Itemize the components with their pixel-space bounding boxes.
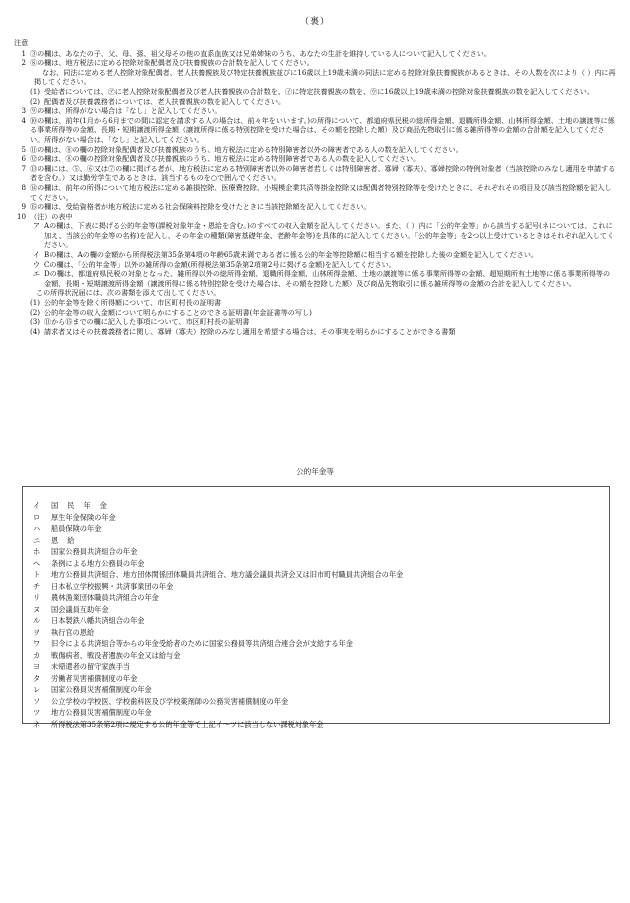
document-item [14, 298, 616, 308]
pension-name: 条例による地方公務員の年金 [51, 558, 145, 568]
pension-key: イ [33, 501, 41, 510]
note-item [14, 164, 616, 183]
pension-name: 公立学校の学校医、学校歯科医及び学校薬剤師の公務災害補償制度の年金 [51, 696, 289, 706]
pension-name: 恩給 [51, 535, 84, 545]
pension-key: ヌ [33, 604, 41, 614]
item2-paragraph: なお、同法に定める老人控除対象配偶者、老人扶養親族及び特定扶養親族並びに16歳以上19歳未満の同法に定める控除対象扶養親族があるときは、その人数を次により（ ）内に再掲してください。 [34, 67, 616, 87]
table-note-item-number: ア [32, 221, 40, 231]
note-item-text: ⑮の欄は、受給資格者が地方税法に定める社会保険料控除を受けたときに当該控除額を記入してください。 [30, 202, 371, 212]
pension-row [33, 512, 599, 524]
note-subitem-text: 受給者については、㋐に老人控除対象配偶者及び老人扶養親族の合計数を、㋑に特定扶養親族の数を、㋒に16歳以上19歳未満の控除対象扶養親族の数を記入してください。 [44, 86, 594, 96]
pension-key: ワ [33, 639, 41, 648]
note-item-text: ⑬の欄には、⑤、⑥又は⑦の欄に掲げる者が、地方税法に定める特別障害者以外の障害者若しくは特別障害者、寡婦（寡夫）、寡婦控除の特例対象者（当該控除のみなし適用を申請する者を含む。）又は勤労学生であるときは、該当するものを○で囲んでください。 [30, 163, 616, 183]
pension-row [33, 696, 599, 708]
pension-row [33, 707, 599, 719]
pension-name: 地方公務員災害補償制度の年金 [51, 708, 152, 717]
pension-key: ネ [33, 719, 41, 729]
note-item-number: 4 [21, 115, 26, 125]
pension-name: 船員保険の年金 [51, 524, 102, 533]
document-item [14, 308, 616, 318]
pension-name: 国家公務員災害補償制度の年金 [51, 685, 152, 694]
pension-row [33, 523, 599, 535]
note-item-number: 9 [21, 202, 26, 212]
table-note-item [14, 269, 616, 288]
pension-row [33, 719, 599, 731]
note-item-text: ⑭の欄は、前年の所得について地方税法に定める雑損控除、医療費控除、小規模企業共済等掛金控除又は配偶者特別控除等を受けたときに、それぞれその項目及び該当控除額を記入してください。 [30, 182, 612, 202]
note-item-text: ③の欄は、あなたの子、父、母、孫、祖父母その他の直系血族又は兄弟姉妹のうち、あなたの生計を維持している人について記入してください。 [30, 48, 491, 58]
document-item-number: (4) [29, 326, 40, 336]
document-item-text: 請求者又はその扶養義務者に関し、寡婦（寡夫）控除のみなし適用を希望する場合は、その事実を明らかにすることができる書類 [44, 326, 456, 336]
table-note-item [14, 221, 616, 250]
note-item [14, 202, 616, 212]
note-item [14, 116, 616, 145]
page-header: （裏） [299, 17, 330, 27]
table-note-item [14, 260, 616, 270]
note-item [14, 154, 616, 164]
table-note-item-number: ウ [32, 259, 40, 269]
pension-table-title: 公的年金等 [296, 467, 334, 476]
document-item-number: (2) [29, 307, 40, 317]
pension-name: 日本私立学校振興・共済事業団の年金 [51, 581, 174, 591]
pension-key: リ [33, 593, 41, 602]
pension-key: ヲ [33, 627, 41, 637]
note-item-number: 10 [16, 211, 26, 221]
pension-key: タ [33, 673, 41, 683]
pension-name: 戦傷病者、戦没者遺族の年金又は給与金 [51, 650, 181, 660]
pension-key: ホ [33, 547, 41, 556]
pension-name: 未帰還者の留守家族手当 [51, 662, 131, 671]
pension-row [33, 661, 599, 673]
table-note-item-text: Bの欄は、Aの欄の金額から所得税法第35条第4項の年齢65歳未満である者に係る公的年金等控除額に相当する額を控除した後の金額を記入してください。 [44, 250, 538, 260]
document-item-text: 公的年金等を除く所得額について、市区町村長の証明書 [44, 298, 222, 308]
pension-name: 国民年金 [51, 501, 116, 510]
note-subitem [14, 87, 616, 97]
note-item-number: 6 [21, 154, 26, 164]
pension-row [33, 638, 599, 650]
pension-name: 労働者災害補償制度の年金 [51, 673, 138, 683]
table-note-item [14, 250, 616, 260]
pension-key: チ [33, 581, 41, 591]
table-note-item-text: Aの欄は、下表に掲げる公的年金等(課税対象年金・恩給を含む。)のすべての収入金額を記入してください。また、（ ）内に「公的年金等」から該当する記号(ネについては、これに加え、当該公的年金等の名称)を記入し、その年金の種類(障害基礎年金、老齢年金等)を具体的に記入してください。「公的年金等」を2つ以上受けているときはそれぞれ記入してください。 [44, 221, 615, 250]
note-item-text: ⑫の欄は、⑧の欄の控除対象配偶者及び扶養親族のうち、地方税法に定める特別障害者である人の数を記入してください。 [30, 154, 421, 164]
note-item [14, 183, 616, 202]
notes-title: 注意 [14, 38, 29, 47]
pension-name: 地方公務員共済組合、地方団体関係団体職員共済組合、地方議会議員共済会又は旧市町村職員共済組合の年金 [51, 570, 404, 579]
pension-name: 所得税法第35条第2項に規定する公的年金等で上記イ〜ツに該当しない課税対象年金 [51, 719, 324, 729]
pension-name: 国家公務員共済組合の年金 [51, 547, 138, 556]
table-note-item-number: エ [32, 269, 40, 279]
document-item-number: (1) [29, 298, 40, 308]
pension-key: カ [33, 650, 41, 660]
pension-name: 厚生年金保険の年金 [51, 512, 116, 522]
pension-row [33, 500, 599, 512]
note-item-text: ⑨の欄は、所得がない場合は「なし」と記入してください。 [30, 106, 222, 116]
pension-name: 国会議員互助年金 [51, 604, 109, 614]
note-item-text: ⑩の欄は、前年(1月から6月までの間に認定を請求する人の場合は、前々年をいいます。)の所得について、都道府県民税の総所得金額、退職所得金額、山林所得金額、土地の譲渡等に係る事業所得等の金額、長期・短期譲渡所得金額（譲渡所得に係る特別控除を受けた場合は、その額を控除した額）及び商品先物取引に係る雑所得等の金額の合計額を記入してください。所得がない場合は、「なし」と記入してください。 [30, 115, 615, 144]
pension-row [33, 684, 599, 696]
note-item [14, 49, 616, 59]
note-subitem-number: (1) [29, 86, 40, 96]
note-item [14, 58, 616, 68]
pension-key: ヘ [33, 558, 41, 568]
note-item [14, 212, 616, 222]
note-subitem [14, 97, 616, 107]
pension-table [22, 486, 610, 729]
pension-row [33, 569, 599, 581]
note-item-number: 3 [21, 106, 26, 116]
pension-row [33, 535, 599, 547]
pension-list [33, 500, 599, 730]
pension-key: ロ [33, 512, 41, 522]
document-item-text: 公的年金等の収入金額について明らかにすることのできる証明書(年金証書等の写し) [44, 307, 312, 317]
notes-items-b [14, 106, 616, 221]
pension-name: 農林漁業団体職員共済組合の年金 [51, 593, 159, 602]
pension-key: ル [33, 616, 41, 625]
note-item-text: ⑪の欄は、⑧の欄の控除対象配偶者及び扶養親族のうち、地方税法に定める特別障害者以外の障害者である人の数を記入してください。 [30, 144, 463, 154]
item2-sublist [14, 87, 616, 106]
note-item-text: ⑧の欄は、地方税法に定める控除対象配偶者及び扶養親族の合計数を記入してください。 [30, 58, 314, 68]
note-item [14, 106, 616, 116]
pension-key: ツ [33, 708, 41, 717]
item10-sublist [14, 221, 616, 288]
pension-row [33, 650, 599, 662]
document-item-number: (3) [29, 317, 40, 327]
pension-row [33, 673, 599, 685]
pension-key: ト [33, 570, 41, 579]
pension-key: レ [33, 685, 41, 694]
pension-name: 旧令による共済組合等からの年金受給者のために国家公務員等共済組合連合会が支給する年金 [51, 639, 353, 648]
document-item [14, 327, 616, 337]
pension-key: ニ [33, 535, 41, 545]
note-item [14, 145, 616, 155]
pension-name: 日本製鉄八幡共済組合の年金 [51, 616, 145, 625]
pension-row [33, 615, 599, 627]
note-item-number: 5 [21, 144, 26, 154]
notes-section [14, 38, 616, 336]
pension-row [33, 546, 599, 558]
pension-name: 執行官の恩給 [51, 627, 95, 637]
pension-row [33, 592, 599, 604]
note-item-number: 8 [21, 182, 26, 192]
pension-key: ヨ [33, 662, 41, 671]
note-item-number: 2 [21, 58, 26, 68]
documents-list [14, 298, 616, 336]
note-subitem-text: 配偶者及び扶養義務者については、老人扶養親族の数を記入してください。 [44, 96, 286, 106]
document-item-text: ⑪から⑮までの欄に記入した事項について、市区町村長の証明書 [44, 317, 250, 327]
note-item-number: 1 [21, 48, 26, 58]
table-note-item-text: Cの欄は、「公的年金等」以外の雑所得の金額(所得税法第35条第2項第2号に掲げる金額)を記入してください。 [44, 259, 396, 269]
note-item-number: 7 [21, 163, 26, 173]
note-subitem-number: (2) [29, 96, 40, 106]
note-item-text: （注）の表中 [30, 211, 73, 221]
pension-row [33, 581, 599, 593]
pension-key: ソ [33, 696, 41, 706]
notes-items-a [14, 49, 616, 68]
pension-row [33, 604, 599, 616]
pension-row [33, 627, 599, 639]
pension-row [33, 558, 599, 570]
table-note-item-text: Dの欄は、都道府県民税の対象となった、雑所得以外の総所得金額、退職所得金額、山林所得金額、土地の譲渡等に係る事業所得等の金額、超短期所有土地等に係る事業所得等の金額、長期・短期譲渡所得金額（譲渡所得に係る特別控除を受けた場合は、その額を控除した額）及び商品先物取引に係る雑所得等の金額の合計を記入してください。 [44, 269, 611, 288]
table-note-item-number: イ [32, 250, 40, 260]
document-item [14, 317, 616, 327]
documents-intro: この所得状況届には、次の書類を添えて出してください。 [36, 288, 221, 298]
pension-key: ハ [33, 524, 41, 533]
